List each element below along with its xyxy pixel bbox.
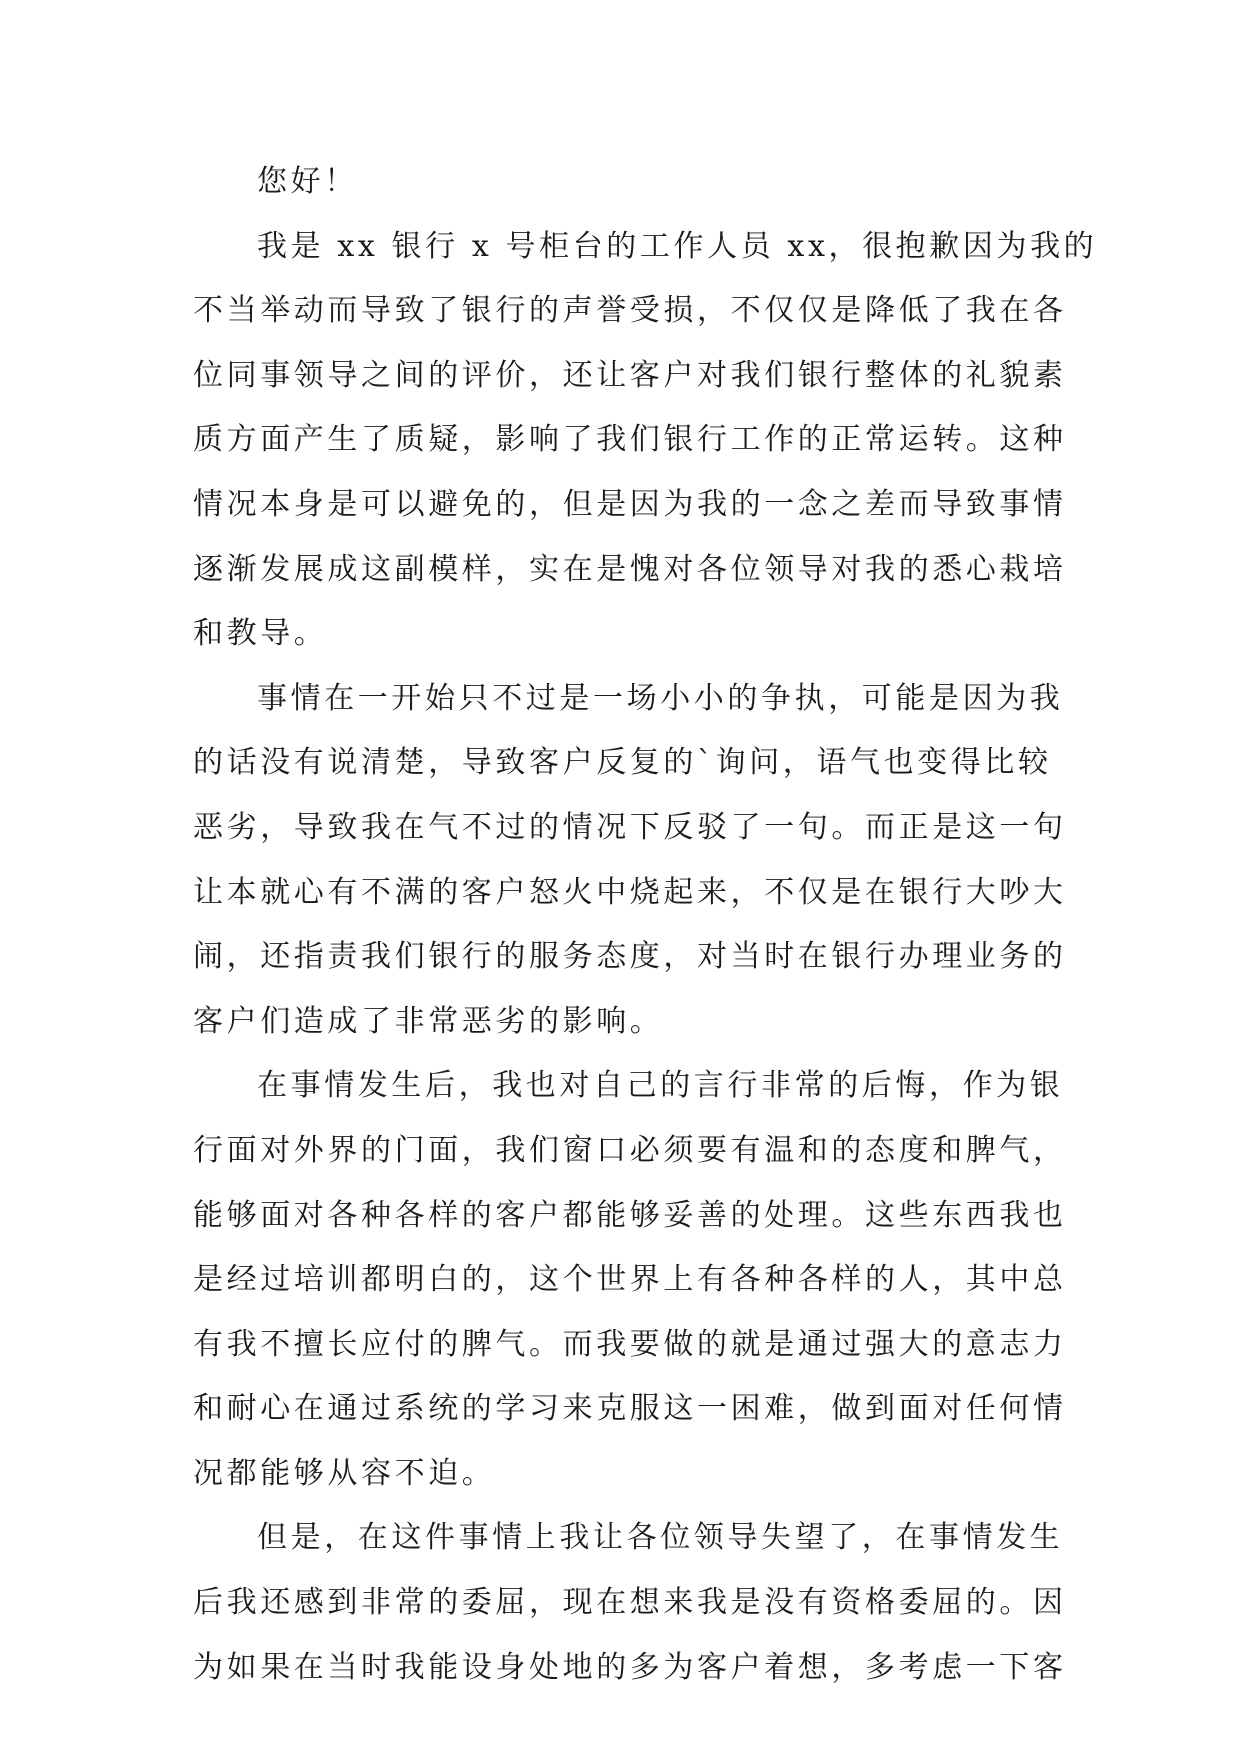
letter-body <box>193 150 1098 1700</box>
paragraph-line: 但是，在这件事情上我让各位领导失望了，在事情发生 <box>257 1520 1064 1556</box>
letter-greeting: 您好！ <box>257 164 358 199</box>
paragraph-line: 闹，还指责我们银行的服务态度，对当时在银行办理业务的 <box>193 939 1067 975</box>
paragraph-line: 让本就心有不满的客户怒火中烧起来，不仅是在银行大吵大 <box>193 874 1067 910</box>
paragraph-line: 行面对外界的门面，我们窗口必须要有温和的态度和脾气， <box>193 1132 1067 1168</box>
paragraph-line: 情况本身是可以避免的，但是因为我的一念之差而导致事情 <box>193 486 1067 522</box>
paragraph-line: 恶劣，导致我在气不过的情况下反驳了一句。而正是这一句 <box>193 809 1067 845</box>
paragraph-3 <box>193 1054 1073 1506</box>
paragraph-line: 事情在一开始只不过是一场小小的争执，可能是因为我 <box>257 680 1064 716</box>
paragraph-line: 为如果在当时我能设身处地的多为客户着想，多考虑一下客 <box>193 1649 1067 1685</box>
paragraph-1 <box>193 215 1098 667</box>
paragraph-line: 质方面产生了质疑，影响了我们银行工作的正常运转。这种 <box>193 422 1067 458</box>
paragraph-line: 和教导。 <box>193 616 328 652</box>
paragraph-line: 能够面对各种各样的客户都能够妥善的处理。这些东西我也 <box>193 1197 1067 1233</box>
paragraph-line: 逐渐发展成这副模样，实在是愧对各位领导对我的悉心栽培 <box>193 551 1067 587</box>
paragraph-line: 况都能够从容不迫。 <box>193 1455 496 1491</box>
paragraph-line: 和耐心在通过系统的学习来克服这一困难，做到面对任何情 <box>193 1391 1067 1427</box>
paragraph-4 <box>193 1506 1073 1700</box>
paragraph-line: 我是 xx 银行 x 号柜台的工作人员 xx，很抱歉因为我的 <box>257 228 1098 264</box>
paragraph-line: 不当举动而导致了银行的声誉受损，不仅仅是降低了我在各 <box>193 293 1067 329</box>
paragraph-line: 有我不擅长应付的脾气。而我要做的就是通过强大的意志力 <box>193 1326 1067 1362</box>
paragraph-line: 客户们造成了非常恶劣的影响。 <box>193 1003 664 1039</box>
paragraph-line: 的话没有说清楚，导致客户反复的`询问，语气也变得比较 <box>193 745 1052 781</box>
paragraph-line: 后我还感到非常的委屈，现在想来我是没有资格委屈的。因 <box>193 1585 1067 1621</box>
paragraph-line: 位同事领导之间的评价，还让客户对我们银行整体的礼貌素 <box>193 357 1067 393</box>
paragraph-line: 是经过培训都明白的，这个世界上有各种各样的人，其中总 <box>193 1262 1067 1298</box>
paragraph-2 <box>193 667 1073 1055</box>
paragraph-line: 在事情发生后，我也对自己的言行非常的后悔，作为银 <box>257 1068 1064 1104</box>
